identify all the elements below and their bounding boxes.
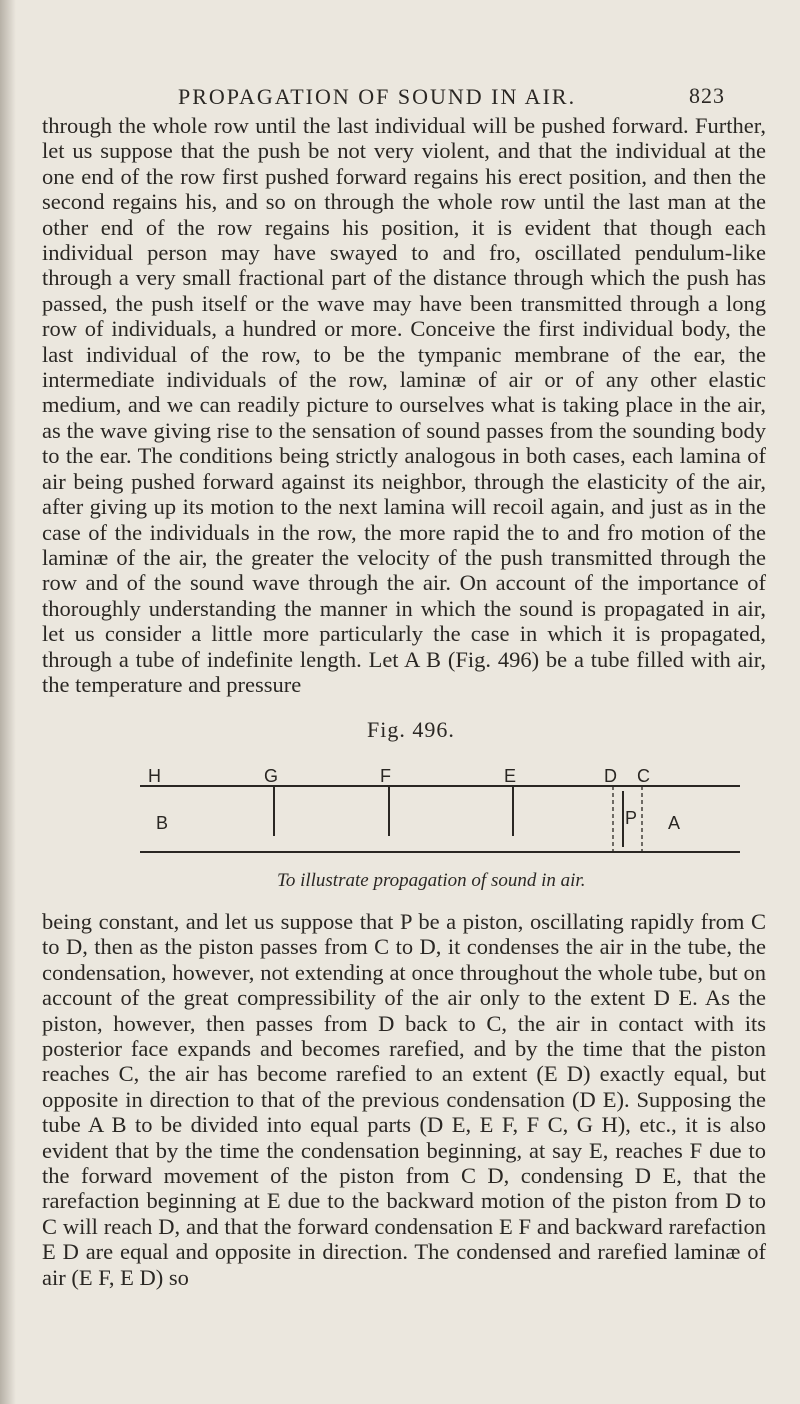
page-number: 823 xyxy=(689,83,725,108)
tube-diagram xyxy=(140,717,760,857)
label-d: D xyxy=(604,766,617,786)
label-g: G xyxy=(264,766,279,786)
figure-title: Fig. 496. xyxy=(367,717,455,742)
body-paragraph-2: being constant, and let us suppose that P be a piston, oscillating rapidly from C to D, then as the piston passes from C to D, it condenses the air in the tube, the condensation, however, not extending at once throughout the whole tube, but on account of the great compressibility of the air only to the extent D E. As the piston, however, then passes from D back to C, the air in contact with its posterior face expands and becomes rarefied, and by the time that the piston reaches C, the air has become rarefied to an extent (E D) exactly equal, but opposite in direction to that of the previous condensation (D E). Supposing the tube A B to be divided into equal parts (D E, E F, F C, G H), etc., it is also evident that by the time the condensation beginning, at say E, reaches F due to the forward movement of the piston from C D, condensing D E, that the rarefaction beginning at E due to the backward motion of the piston from D to C will reach D, and that the forward condensation E F and backward rarefaction E D are equal and opposite in direction. The condensed and rarefied laminæ of air (E F, E D) so xyxy=(42,909,766,1290)
label-e: E xyxy=(504,766,517,786)
body-paragraph-1: through the whole row until the last individual will be pushed forward. Further, let us suppose that the push be not very violent, and that the individual at the one end of the row first pushed forward regains his erect position, and then the second regains his, and so on through the whole row until the last man at the other end of the row regains his position, it is evident that though each individual person may have swayed to and fro, oscillated pendulum-like through a very small fractional part of the distance through which the push has passed, the push itself or the wave may have been transmitted through a long row of individuals, a hundred or more. Conceive the first individual body, the last individual of the row, to be the tympanic membrane of the ear, the intermediate individuals of the row, laminæ of air or of any other elastic medium, and we can readily picture to ourselves what is taking place in the air, as the wave giving rise to the sensation of sound passes from the sounding body to the ear. The conditions being strictly analogous in both cases, each lamina of air being pushed forward against its neighbor, through the elasticity of the air, after giving up its motion to the next lamina will recoil again, and just as in the case of the individuals in the row, the more rapid the to and fro motion of the laminæ of the air, the greater the velocity of the push transmitted through the row and of the sound wave through the air. On account of the importance of thoroughly understanding the manner in which the sound is propagated in air, let us consider a little more particularly the case in which it is propagated, through a tube of indefinite length. Let A B (Fig. 496) be a tube filled with air, the temperature and pressure xyxy=(42,113,766,697)
label-f: F xyxy=(380,766,391,786)
label-h: H xyxy=(148,766,161,786)
figure-496 xyxy=(140,717,760,891)
label-b: B xyxy=(156,813,169,833)
page-edge-shadow xyxy=(0,0,16,1404)
running-head: PROPAGATION OF SOUND IN AIR. xyxy=(178,84,577,109)
label-c: C xyxy=(637,766,650,786)
label-a: A xyxy=(668,813,681,833)
label-p: P xyxy=(625,808,638,828)
figure-caption: To illustrate propagation of sound in air. xyxy=(277,870,586,891)
